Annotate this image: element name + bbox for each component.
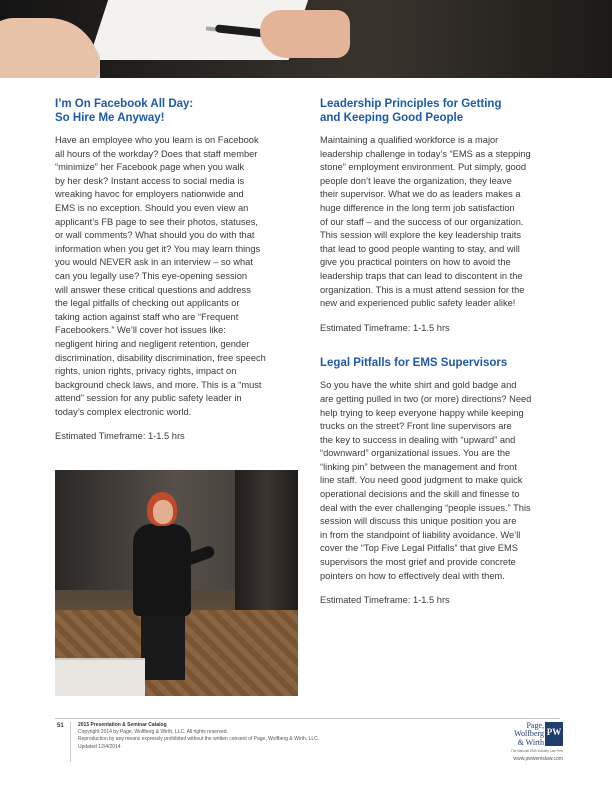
facebook-section-timeframe: Estimated Timeframe: 1-1.5 hrs — [55, 431, 185, 442]
logo-text-line-3: & Wirth — [517, 737, 544, 747]
reproduction-line: Reproduction by any means expressly prohibited without the written consent of Page, Wolfberg & Wirth, LLC. — [78, 736, 320, 743]
logo-tagline: The National EMS Industry Law Firm — [510, 749, 563, 753]
right-column — [320, 97, 560, 608]
facebook-section-body: Have an employee who you learn is on Facebook all hours of the workday? Does that staff member “minimize” her Facebook page when you walk by her desk? Instant access to social media is wreaking havoc for employers nationwide and EMS is no exception. Should you even view an applicant’s FB page to see their photos, statuses, or wall comments? What should you do with that information when you get it? You may learn things you would NEVER ask in an interview – so what can you legally use? This eye-opening session will answer these critical questions and address the legal pitfalls of checking out applicants or taking action against staff who are “Frequent Facebookers.” We’ll cover hot issues like: negligent hiring and negligent retention, gender discrimination, disability discrimination, free speech rights, union rights, privacy rights, impact on background check laws, and more. This is a “must attend” session for any public safety leader in today’s complex electronic world. — [55, 135, 266, 417]
facebook-section-title: I’m On Facebook All Day: So Hire Me Anyway! — [55, 98, 194, 124]
left-hand — [0, 18, 100, 78]
legal-pitfalls-section-timeframe: Estimated Timeframe: 1-1.5 hrs — [320, 595, 450, 606]
logo-text-line-2: Wolfberg — [514, 729, 544, 739]
leadership-section-timeframe: Estimated Timeframe: 1-1.5 hrs — [320, 322, 450, 333]
updated-line: Updated 12/4/2014 — [78, 743, 121, 750]
logo-mark-icon: PW — [545, 722, 563, 746]
header-photo — [0, 0, 612, 78]
copyright-line: Copyright 2014 by Page, Wolfberg & Wirth, LLC. All rights reserved. — [78, 729, 228, 736]
footer-divider — [55, 718, 560, 719]
leadership-section-title: Leadership Principles for Getting and Keeping Good People — [320, 98, 502, 124]
website-url: www.pwwemslaw.com — [513, 756, 563, 762]
footer-vertical-divider — [70, 722, 71, 762]
footer-text — [78, 722, 319, 751]
legal-pitfalls-section-body: So you have the white shirt and gold badge and are getting pulled in two (or more) directions? Need help trying to keep everyone happy while keeping trucks on the street? Front line supervisors are the key to success in dealing with “upward” and “downward” organizational issues. You are the “linking pin” between the management and front line staff. You need good judgment to make quick operational decisions and the skill and finesse to deal with the ever challenging “people issues.” This session will discuss this unique position you are in from the standpoint of liability avoidance. We’ll cover the “Top Five Legal Pitfalls” that give EMS supervisors the most grief and provide concrete pointers on how to effectively deal with them. — [320, 380, 532, 581]
firm-logo — [500, 722, 565, 764]
speaker-photo — [55, 470, 298, 696]
left-column — [55, 97, 310, 444]
catalog-title: 2015 Presentation & Seminar Catalog — [78, 722, 167, 728]
leadership-section-body: Maintaining a qualified workforce is a major leadership challenge in today’s “EMS as a stepping stone” employment environment. Put simply, good people don’t leave the organization, they leave their supervisor. What we do as leaders makes a huge difference in the long term job satisfaction of our staff – and the success of our organization. This session will explore the key leadership traits that lead to good people wanting to stay, and will give you practical pointers on how to avoid the leadership traps that can lead to discontent in the organization. This is a must attend session for the new and experienced public safety leader alike! — [320, 135, 531, 309]
logo-text-line-1: Page, — [526, 721, 544, 730]
legal-pitfalls-section-title: Legal Pitfalls for EMS Supervisors — [320, 357, 508, 370]
page-number: 51 — [57, 723, 64, 729]
right-hand — [260, 10, 350, 58]
